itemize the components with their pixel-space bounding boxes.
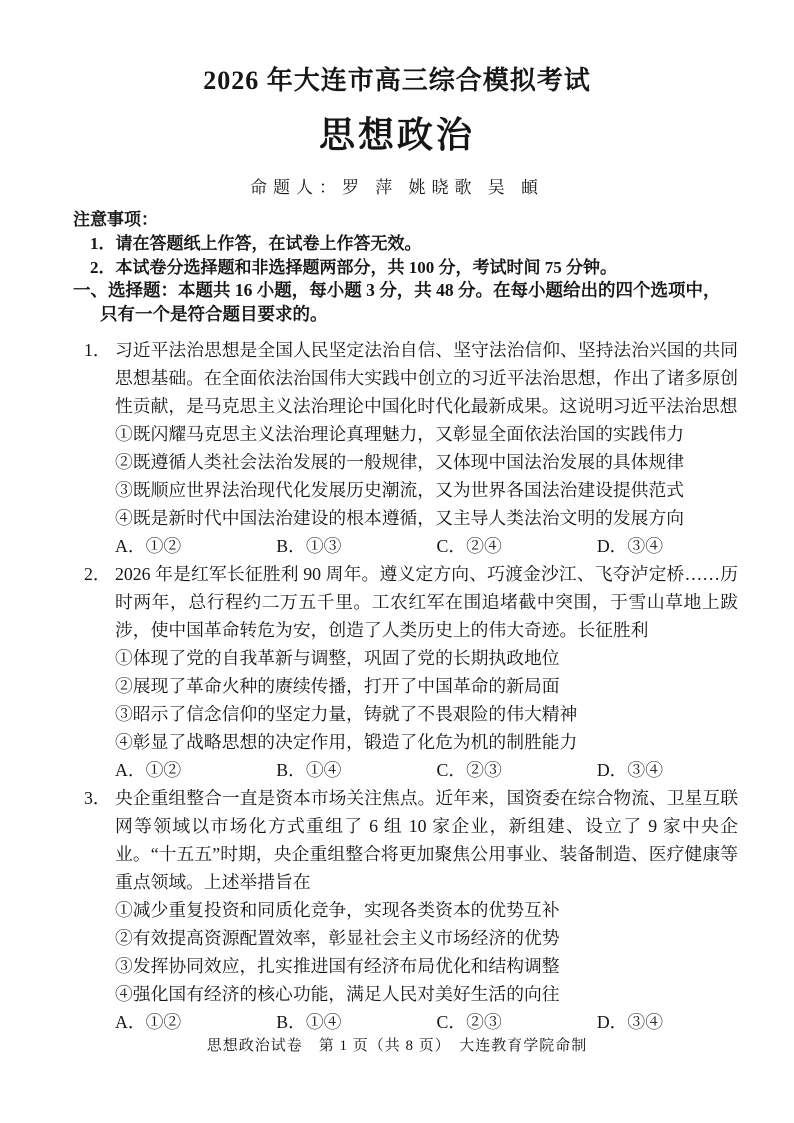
statement-2: ②有效提高资源配置效率，彰显社会主义市场经济的优势 — [115, 927, 560, 948]
statement-3: ③发挥协同效应，扎实推进国有经济布局优化和结构调整 — [115, 955, 560, 976]
statement-4: ④既是新时代中国法治建设的根本遵循，又主导人类法治文明的发展方向 — [115, 507, 685, 528]
options-row — [115, 532, 663, 560]
option-c: C．②④ — [436, 535, 502, 556]
question-2 — [84, 560, 738, 784]
option-b: B．①④ — [276, 1011, 342, 1032]
question-list — [0, 336, 794, 1036]
option-c: C．②③ — [436, 759, 502, 780]
question-stem: 央企重组整合一直是资本市场关注焦点。近年来，国资委在综合物流、卫星互联网等领域以市场化方式重组了 6 组 10 家企业，新组建、设立了 9 家中央企业。“十五五”时期，央企重组整合将更加聚焦公用事业、装备制造、医疗健康等重点领域。上述举措旨在 — [115, 787, 738, 892]
statement-3: ③既顺应世界法治现代化发展历史潮流，又为世界各国法治建设提供范式 — [115, 479, 685, 500]
statement-4: ④强化国有经济的核心功能，满足人民对美好生活的向往 — [115, 983, 560, 1004]
page-footer: 思想政治试卷 第 1 页（共 8 页） 大连教育学院命制 — [206, 1038, 588, 1054]
statement-1: ①减少重复投资和同质化竞争，实现各类资本的优势互补 — [115, 899, 560, 920]
statement-3: ③昭示了信念信仰的坚定力量，铸就了不畏艰险的伟大精神 — [115, 703, 578, 724]
option-a: A．①② — [115, 535, 182, 556]
question-body — [115, 336, 738, 560]
option-a: A．①② — [115, 759, 182, 780]
question-body — [115, 560, 738, 784]
notice-item: 1．请在答题纸上作答，在试卷上作答无效。 — [90, 233, 422, 253]
option-d: D．③④ — [596, 535, 663, 556]
section-heading-line1: 一、选择题：本题共 16 小题，每小题 3 分，共 48 分。在每小题给出的四个选项中， — [73, 280, 721, 301]
question-body — [115, 784, 738, 1036]
option-a: A．①② — [115, 1011, 182, 1032]
notice-section — [73, 208, 740, 279]
section-heading — [73, 279, 744, 327]
question-number: 3． — [84, 787, 111, 808]
question-3 — [84, 784, 738, 1036]
options-row — [115, 756, 663, 784]
question-number: 1． — [84, 339, 111, 360]
statement-2: ②既遵循人类社会法治发展的一般规律，又体现中国法治发展的具体规律 — [115, 451, 685, 472]
question-stem: 2026 年是红军长征胜利 90 周年。遵义定方向、巧渡金沙江、飞夺泸定桥……历时两年，总行程约二万五千里。工农红军在围追堵截中突围，于雪山草地上跋涉，使中国革命转危为安，创造了人类历史上的伟大奇迹。长征胜利 — [115, 563, 738, 640]
statement-2: ②展现了革命火种的赓续传播，打开了中国革命的新局面 — [115, 675, 560, 696]
exam-title: 2026 年大连市高三综合模拟考试 — [203, 66, 591, 95]
option-d: D．③④ — [596, 1011, 663, 1032]
option-b: B．①④ — [276, 759, 342, 780]
notice-item: 2．本试卷分选择题和非选择题两部分，共 100 分，考试时间 75 分钟。 — [90, 257, 617, 277]
question-number: 2． — [84, 563, 111, 584]
option-d: D．③④ — [596, 759, 663, 780]
option-c: C．②③ — [436, 1011, 502, 1032]
statement-1: ①既闪耀马克思主义法治理论真理魅力，又彰显全面依法治国的实践伟力 — [115, 423, 685, 444]
question-stem: 习近平法治思想是全国人民坚定法治自信、坚守法治信仰、坚持法治兴国的共同思想基础。在全面依法治国伟大实践中创立的习近平法治思想，作出了诸多原创性贡献，是马克思主义法治理论中国化时代化最新成果。这说明习近平法治思想 — [115, 339, 738, 416]
authors-line: 命题人：罗 萍 姚晓歌 吴 頔 — [250, 178, 544, 197]
notice-heading: 注意事项： — [73, 210, 158, 229]
statement-4: ④彰显了战略思想的决定作用，锻造了化危为机的制胜能力 — [115, 731, 578, 752]
exam-subject: 思想政治 — [318, 115, 475, 155]
statement-1: ①体现了党的自我革新与调整，巩固了党的长期执政地位 — [115, 647, 560, 668]
option-b: B．①③ — [276, 535, 342, 556]
question-1 — [84, 336, 738, 560]
section-heading-line2: 只有一个是符合题目要求的。 — [100, 304, 328, 325]
options-row — [115, 1008, 663, 1036]
